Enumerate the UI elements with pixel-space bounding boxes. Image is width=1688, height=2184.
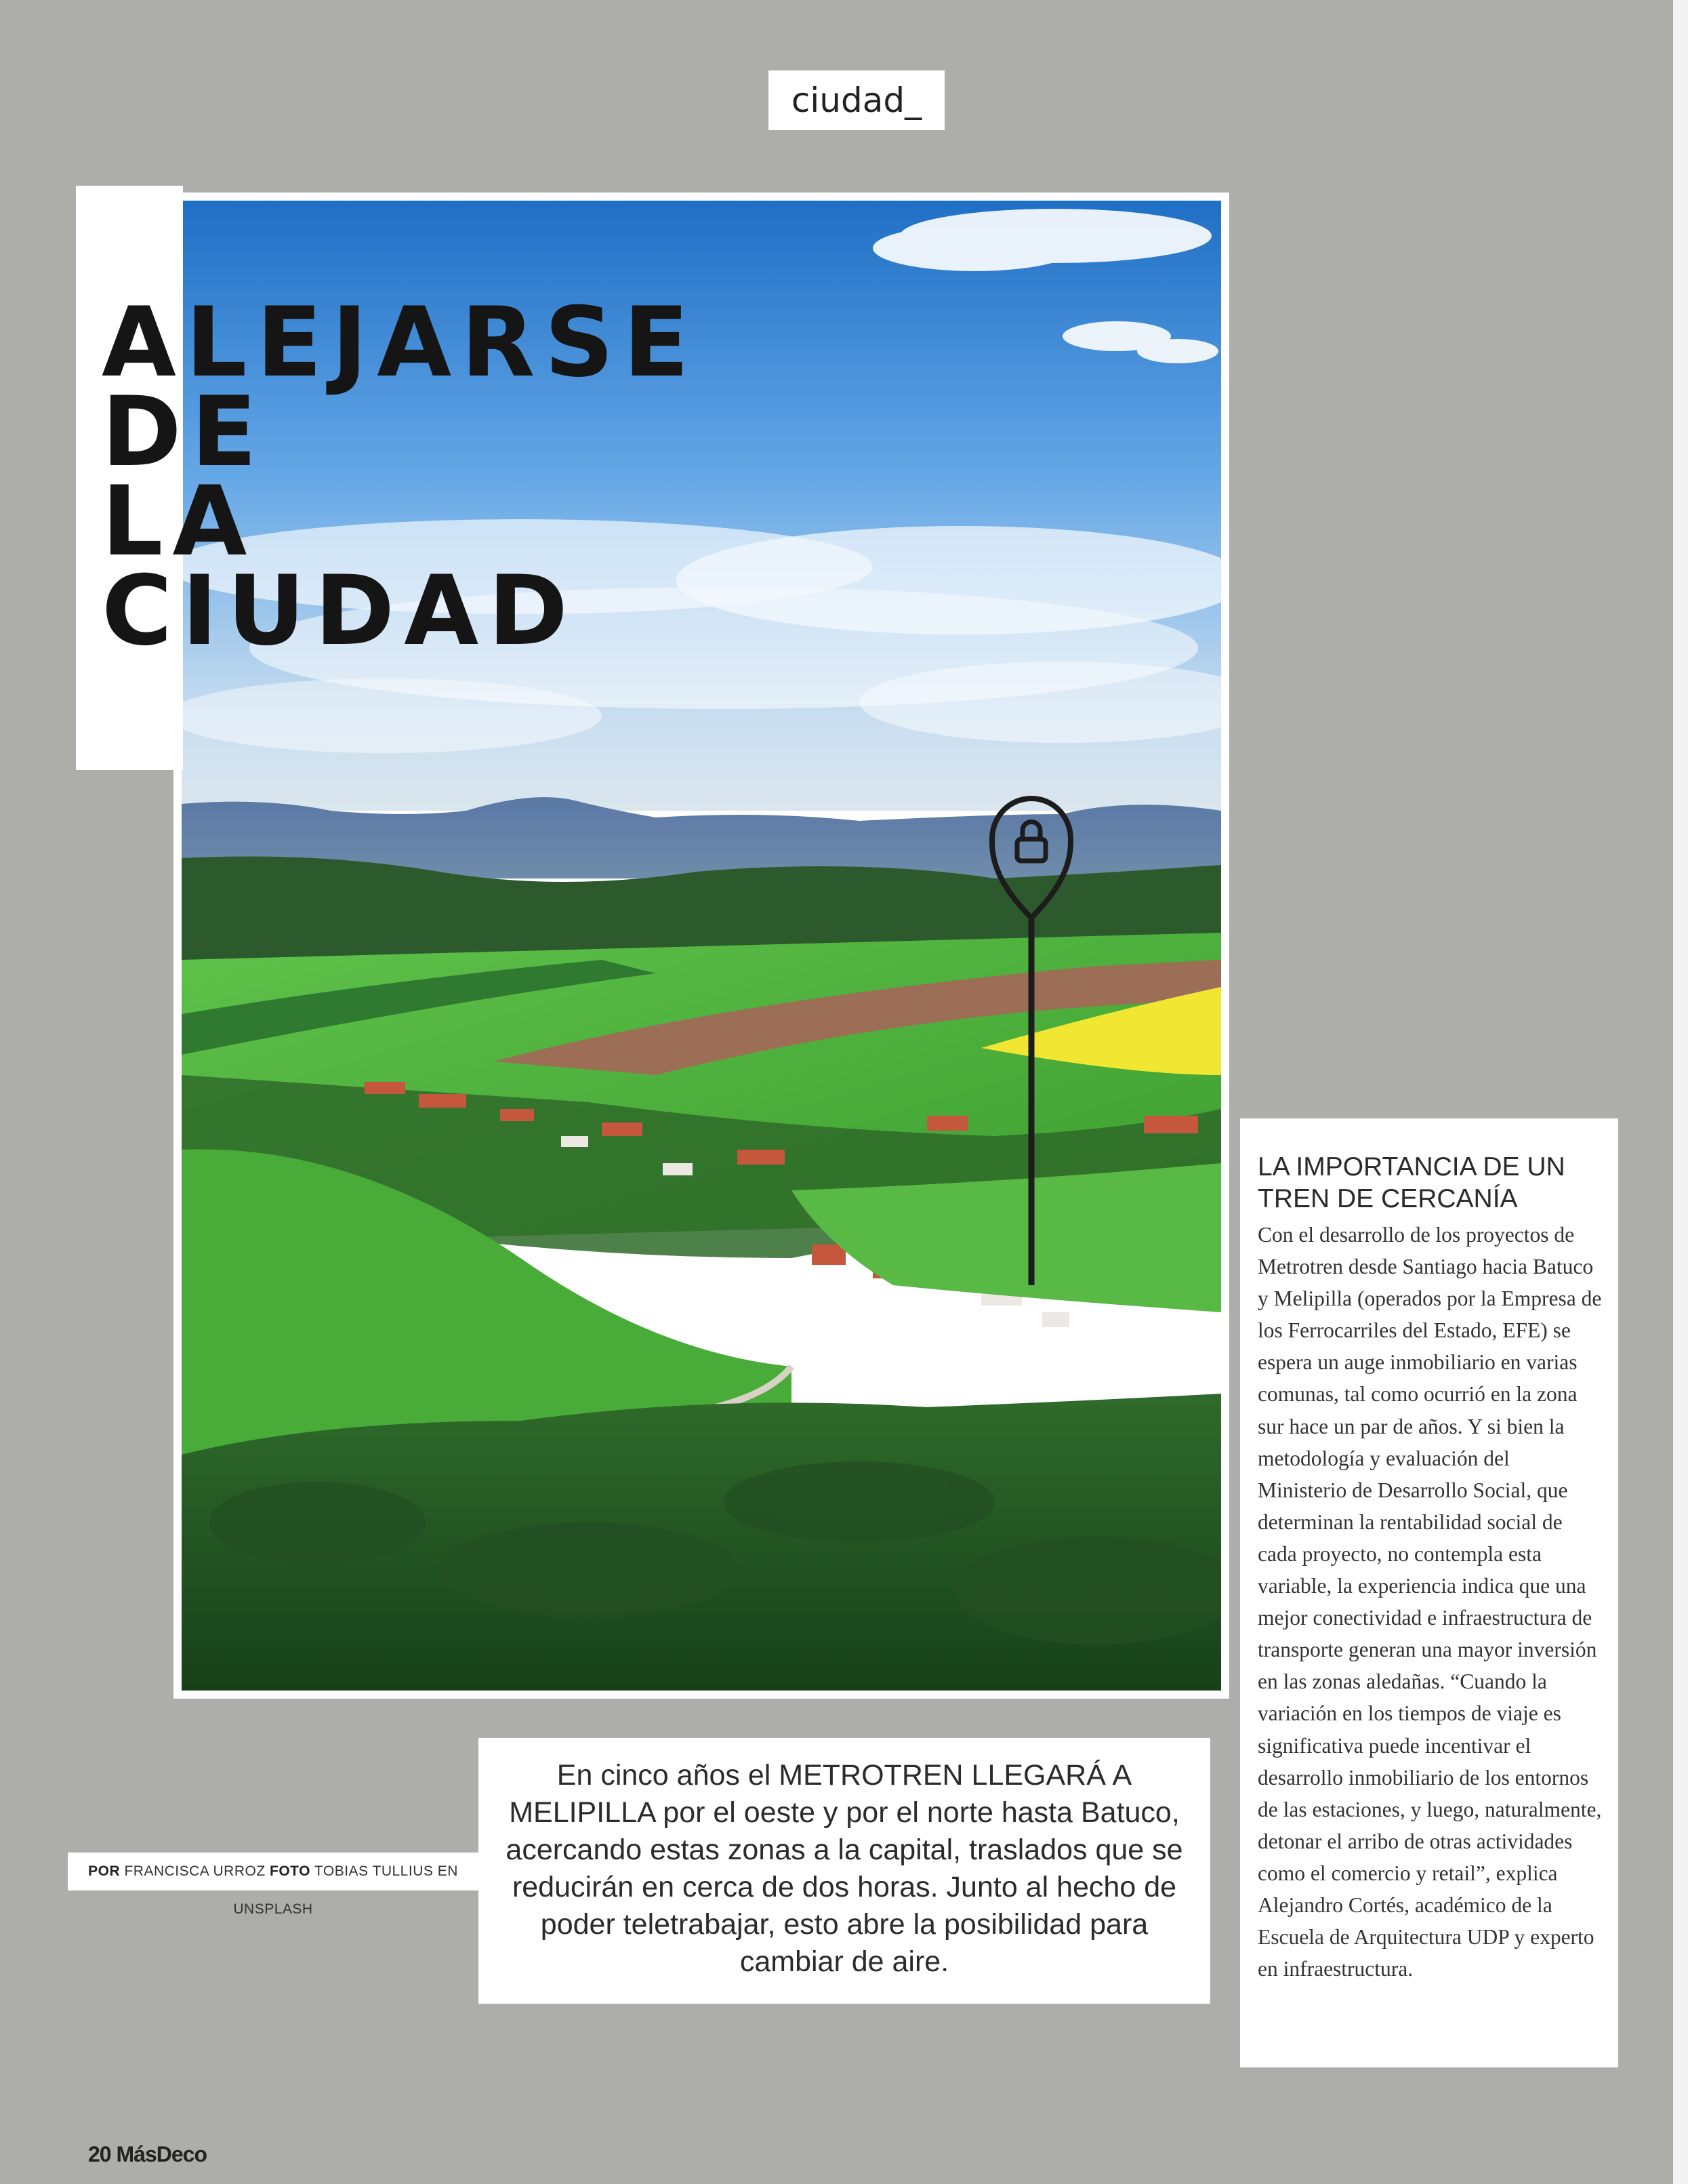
credits-por-label: POR (88, 1863, 121, 1879)
sidebar-heading: LA IMPORTANCIA DE UN TREN DE CERCANÍA (1258, 1152, 1565, 1213)
credits-author: FRANCISCA URROZ (124, 1863, 266, 1879)
lead-text-rest: por el oeste y por el norte hasta Batuco, acercando estas zonas a la capital, traslados que se reducirán en cerca de dos horas. Junto al hecho de poder teletrabajar, esto abre la posibilidad para cambiar de aire. (506, 1796, 1183, 1978)
page-folio (88, 2142, 207, 2167)
article-title (102, 287, 699, 667)
page-number: 20 (88, 2142, 111, 2166)
credits-line (68, 1853, 478, 1917)
lead-text-start: En cinco años el (556, 1759, 771, 1792)
page-edge (1673, 0, 1688, 2184)
credits-foto-label: FOTO (270, 1863, 310, 1879)
title-line: DE (102, 376, 266, 488)
section-tag: ciudad_ (768, 70, 945, 130)
title-line: LA (102, 466, 257, 578)
sidebar-box (1240, 1118, 1618, 2067)
lead-paragraph (478, 1738, 1210, 2004)
magazine-name: MásDeco (116, 2142, 207, 2166)
title-line: CIUDAD (102, 555, 577, 667)
credits-photographer: TOBIAS TULLIUS EN UNSPLASH (233, 1863, 458, 1917)
sidebar-body: Con el desarrollo de los proyectos de Metrotren desde Santiago hacia Batuco y Melipilla (operados por la Empresa de los Ferrocarriles del Estado, EFE) se espera un auge inmobiliario en varias comunas, tal como ocurrió en la zona sur hace un par de años. Y si bien la metodología y evaluación del Ministerio de Desarrollo Social, que determinan la rentabilidad social de cada proyecto, no contempla esta variable, la experiencia indica que una mejor conectividad e infraestructura de transporte generan una mayor inversión en las zonas aledañas. “Cuando la variación en los tiempos de viaje es significativa puede incentivar el desarrollo inmobiliario de los entornos de las estaciones, y luego, naturalmente, detonar el arribo de otras actividades como el comercio y retail”, explica Alejandro Cortés, académico de la Escuela de Arquitectura UDP y experto en infraestructura. (1258, 1223, 1602, 1981)
title-line: ALEJARSE (102, 287, 699, 399)
lead-highlight: METROTREN LLEGARÁ A MELIPILLA (509, 1759, 1132, 1829)
